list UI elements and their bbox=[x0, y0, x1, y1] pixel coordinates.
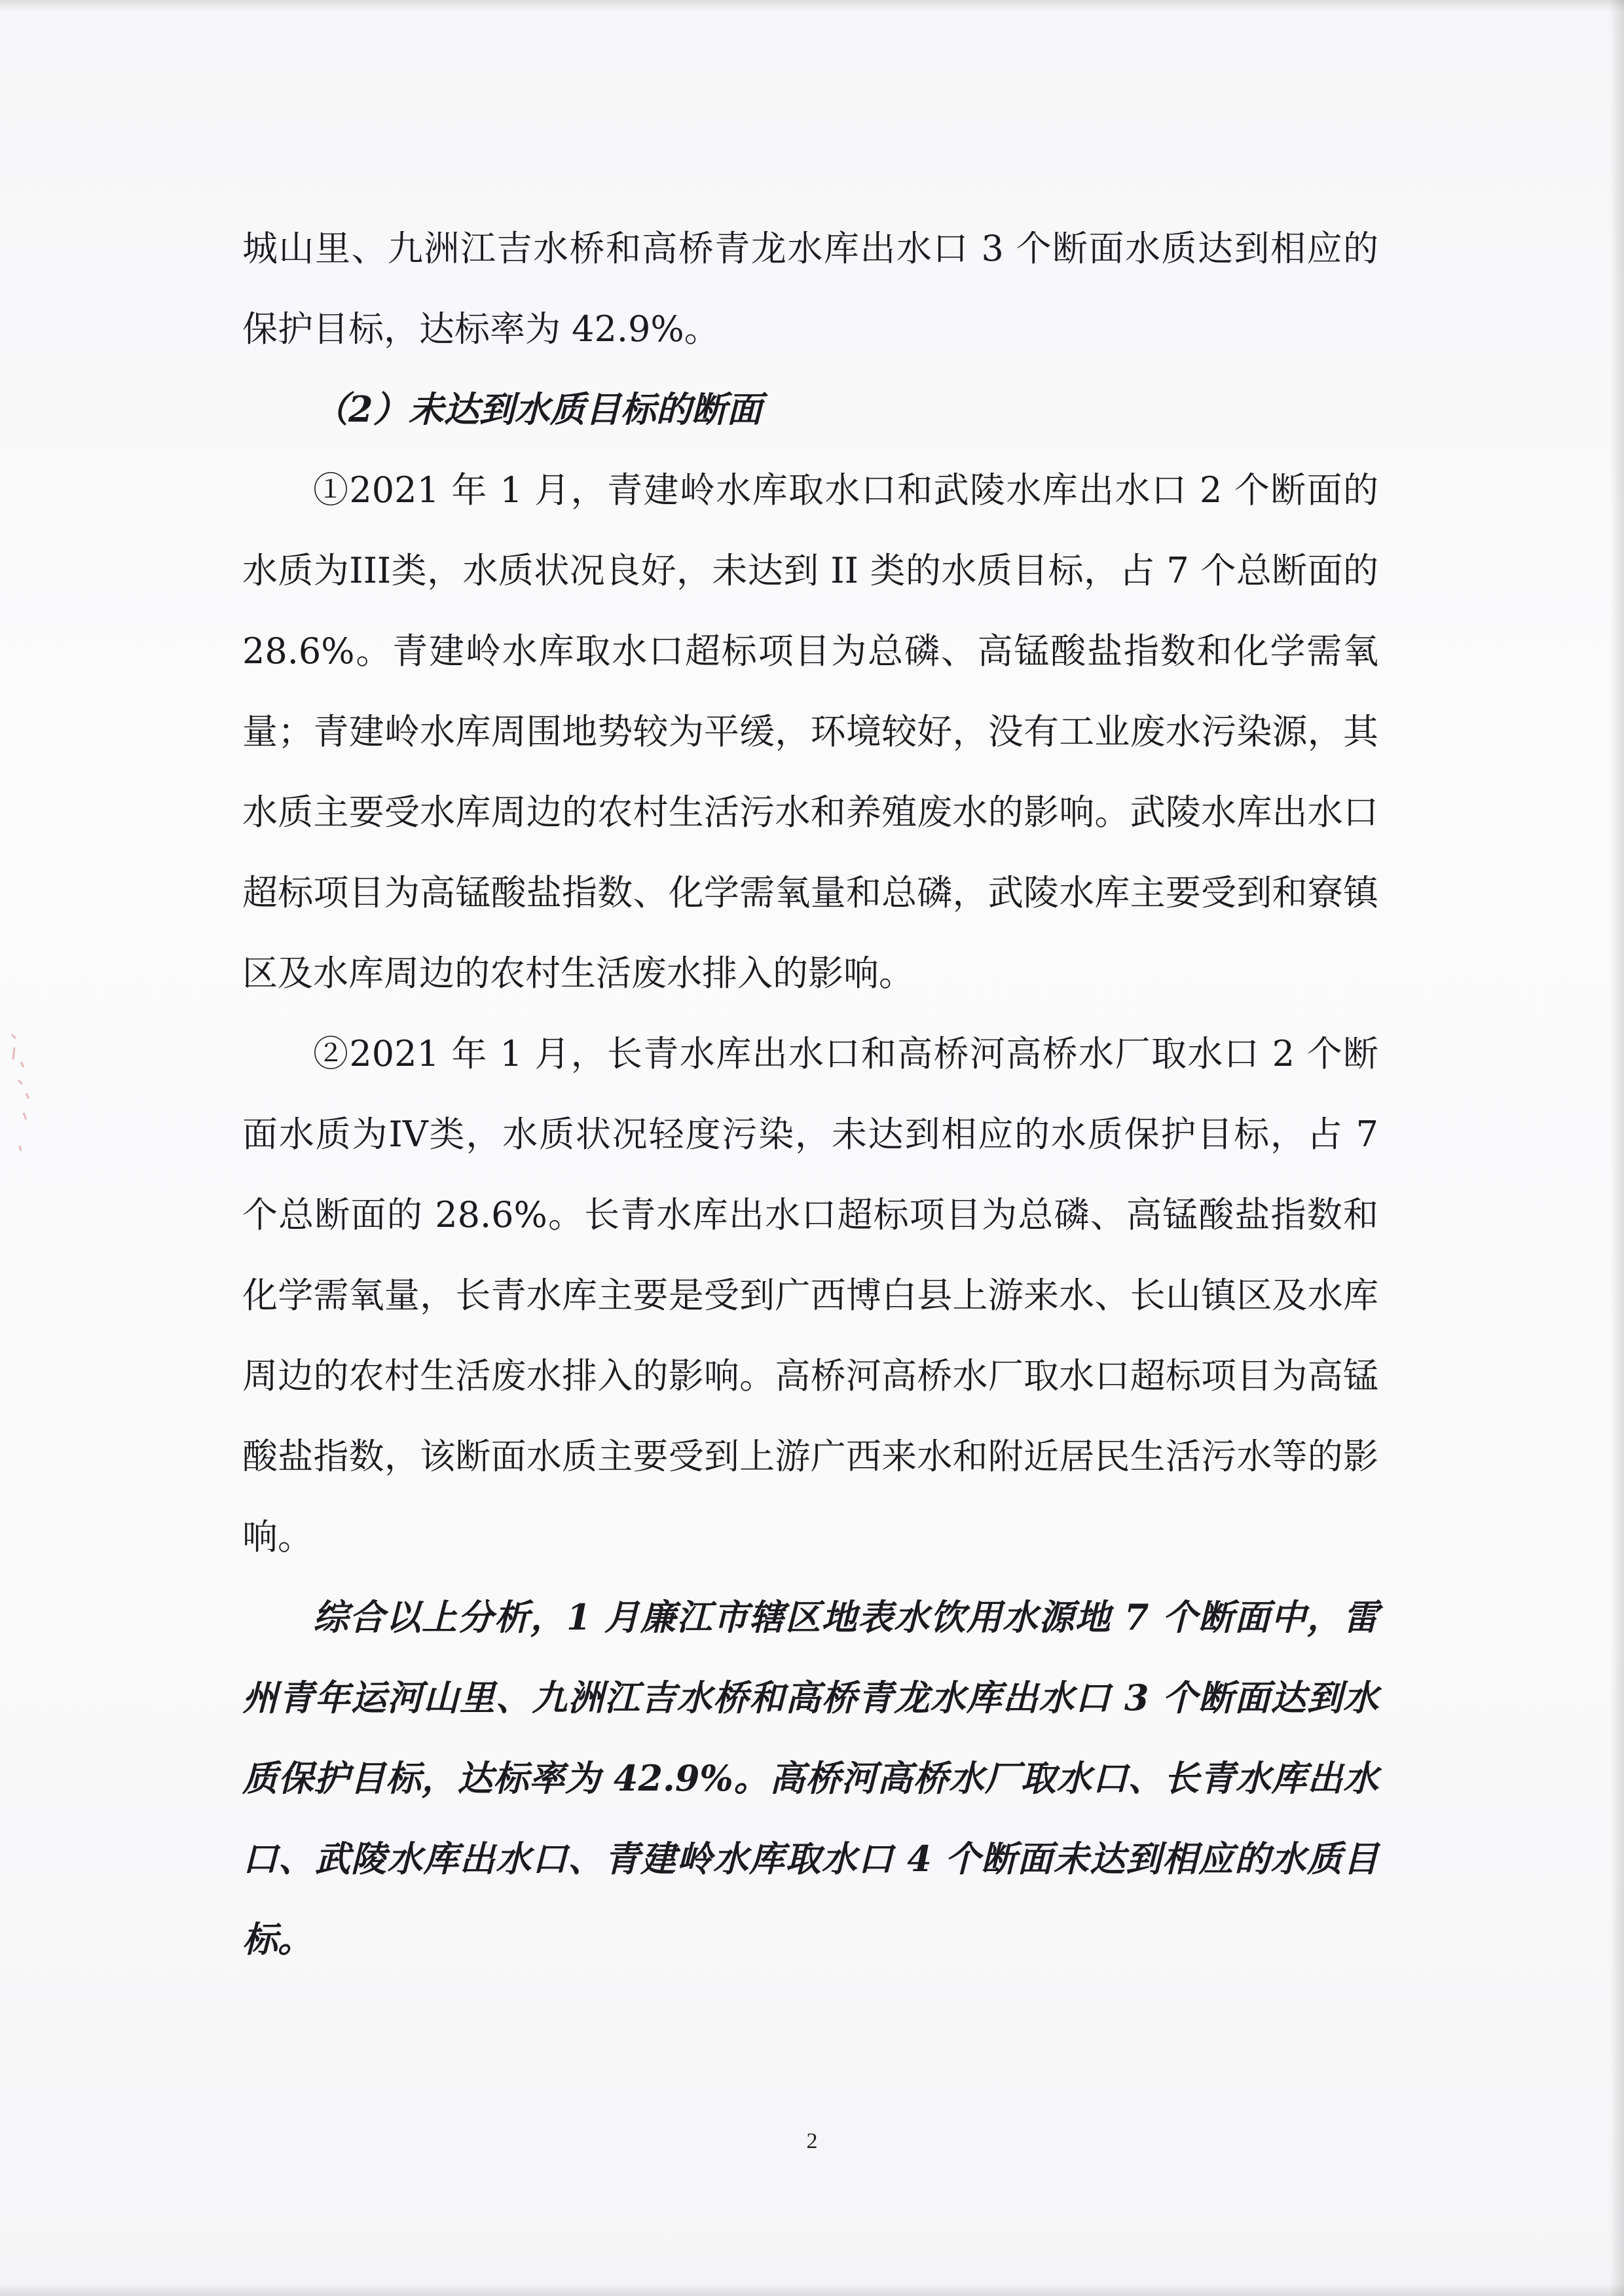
paragraph-continuation: 城山里、九洲江吉水桥和高桥青龙水库出水口 3 个断面水质达到相应的保护目标，达标率为 42.9%。 bbox=[242, 228, 1378, 350]
scan-edge-bottom bbox=[0, 2283, 1624, 2296]
binding-stain-mark bbox=[7, 1021, 33, 1192]
body-text bbox=[242, 208, 1378, 1980]
section-heading: （2）未达到水质目标的断面 bbox=[313, 388, 762, 430]
summary-paragraph: 综合以上分析，1 月廉江市辖区地表水饮用水源地 7 个断面中，雷州青年运河山里、九洲江吉水桥和高桥青龙水库出水口 3 个断面达到水质保护目标，达标率为 42.9%。高桥河高桥水厂取水口、长青水库出水口、武陵水库出水口、青建岭水库取水口 4 个断面未达到相应的水质目标。 bbox=[242, 1596, 1378, 1960]
page-number: 2 bbox=[806, 2129, 818, 2153]
paragraph-item-2: ②2021 年 1 月，长青水库出水口和高桥河高桥水厂取水口 2 个断面水质为IV类，水质状况轻度污染，未达到相应的水质保护目标，占 7 个总断面的 28.6%。长青水库出水口超标项目为总磷、高锰酸盐指数和化学需氧量，长青水库主要是受到广西博白县上游来水、长山镇区及水库周边的农村生活废水排入的影响。高桥河高桥水厂取水口超标项目为高锰酸盐指数，该断面水质主要受到上游广西来水和附近居民生活污水等的影响。 bbox=[242, 1033, 1378, 1558]
paragraph-item-1: ①2021 年 1 月，青建岭水库取水口和武陵水库出水口 2 个断面的水质为III类，水质状况良好，未达到 II 类的水质目标，占 7 个总断面的 28.6%。青建岭水库取水口超标项目为总磷、高锰酸盐指数和化学需氧量；青建岭水库周围地势较为平缓，环境较好，没有工业废水污染源，其水质主要受水库周边的农村生活污水和养殖废水的影响。武陵水库出水口超标项目为高锰酸盐指数、化学需氧量和总磷，武陵水库主要受到和寮镇区及水库周边的农村生活废水排入的影响。 bbox=[242, 469, 1378, 994]
scan-edge-top bbox=[0, 0, 1624, 12]
scan-edge-right bbox=[1610, 0, 1624, 2296]
